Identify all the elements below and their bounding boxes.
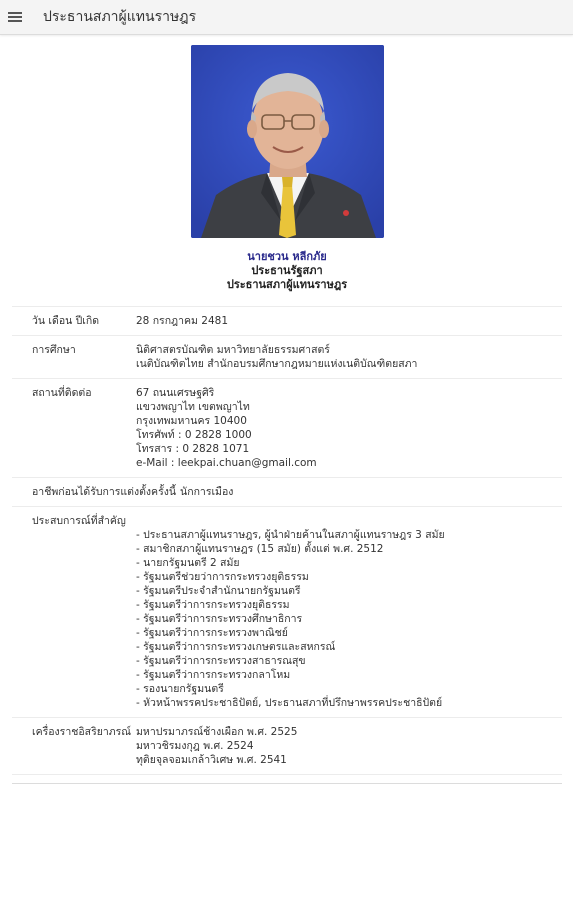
experience-item: - รัฐมนตรีช่วยว่าการกระทรวงยุติธรรม: [136, 571, 309, 583]
birth-value: 28 กรกฎาคม 2481: [136, 315, 229, 327]
experience-item: - รัฐมนตรีว่าการกระทรวงกลาโหม: [136, 669, 291, 681]
experience-list: [32, 528, 562, 710]
decoration-item: ทุติยจุลจอมเกล้าวิเศษ พ.ศ. 2541: [136, 754, 287, 766]
occupation-label: อาชีพก่อนได้รับการแต่งตั้งครั้งนี้: [32, 486, 177, 498]
experience-label: ประสบการณ์ที่สำคัญ: [32, 515, 126, 527]
portrait-photo: [191, 45, 384, 238]
app-bar: [0, 0, 573, 35]
row-contact: [12, 379, 562, 478]
experience-item: - รัฐมนตรีประจำสำนักนายกรัฐมนตรี: [136, 585, 301, 597]
occupation-value: นักการเมือง: [180, 486, 234, 498]
decorations-list: [136, 725, 562, 767]
row-occupation: [12, 478, 562, 507]
email-line[interactable]: e-Mail : leekpai.chuan@gmail.com: [136, 457, 317, 469]
bottom-divider: [12, 783, 562, 784]
experience-item: - รองนายกรัฐมนตรี: [136, 683, 224, 695]
profile-caption: [12, 250, 562, 292]
position-1: ประธานรัฐสภา: [251, 264, 323, 277]
address-line: แขวงพญาไท เขตพญาไท: [136, 401, 250, 413]
decorations-label: เครื่องราชอิสริยาภรณ์: [32, 726, 132, 738]
address-line: กรุงเทพมหานคร 10400: [136, 415, 247, 427]
experience-item: - สมาชิกสภาผู้แทนราษฎร (15 สมัย) ตั้งแต่ พ.ศ. 2512: [136, 543, 384, 555]
hamburger-menu-icon[interactable]: [8, 10, 22, 24]
profile-content: [0, 35, 573, 784]
decoration-item: มหาวชิรมงกุฎ พ.ศ. 2524: [136, 740, 254, 752]
app-bar-title: ประธานสภาผู้แทนราษฎร: [43, 9, 197, 25]
experience-item: - นายกรัฐมนตรี 2 สมัย: [136, 557, 240, 569]
education-line: นิติศาสตรบัณฑิต มหาวิทยาลัยธรรมศาสตร์: [136, 344, 330, 356]
row-education: [12, 336, 562, 379]
decoration-item: มหาปรมาภรณ์ช้างเผือก พ.ศ. 2525: [136, 726, 298, 738]
person-name: นายชวน หลีกภัย: [247, 250, 327, 263]
row-birth: [12, 307, 562, 336]
education-value: [136, 343, 562, 371]
address-line: 67 ถนนเศรษฐศิริ: [136, 387, 215, 399]
experience-item: - รัฐมนตรีว่าการกระทรวงพาณิชย์: [136, 627, 288, 639]
birth-label: วัน เดือน ปีเกิด: [32, 315, 100, 327]
experience-item: - รัฐมนตรีว่าการกระทรวงยุติธรรม: [136, 599, 290, 611]
education-label: การศึกษา: [32, 344, 76, 356]
row-decorations: [12, 718, 562, 775]
experience-item: - ประธานสภาผู้แทนราษฎร, ผู้นำฝ่ายค้านในสภาผู้แทนราษฎร 3 สมัย: [136, 529, 445, 541]
phone-line: โทรศัพท์ : 0 2828 1000: [136, 429, 252, 441]
row-experience: [12, 507, 562, 718]
position-2: ประธานสภาผู้แทนราษฎร: [226, 278, 348, 291]
fax-line: โทรสาร : 0 2828 1071: [136, 443, 250, 455]
portrait-image: [191, 45, 384, 238]
experience-item: - รัฐมนตรีว่าการกระทรวงศึกษาธิการ: [136, 613, 303, 625]
experience-item: - รัฐมนตรีว่าการกระทรวงเกษตรและสหกรณ์: [136, 641, 336, 653]
experience-item: - รัฐมนตรีว่าการกระทรวงสาธารณสุข: [136, 655, 306, 667]
info-table: [12, 306, 562, 775]
experience-item: - หัวหน้าพรรคประชาธิปัตย์, ประธานสภาที่ปรึกษาพรรคประชาธิปัตย์: [136, 697, 443, 709]
contact-value: [136, 386, 562, 470]
education-line: เนติบัณฑิตไทย สำนักอบรมศึกษากฎหมายแห่งเนติบัณฑิตยสภา: [136, 358, 418, 370]
contact-label: สถานที่ติดต่อ: [32, 387, 92, 399]
